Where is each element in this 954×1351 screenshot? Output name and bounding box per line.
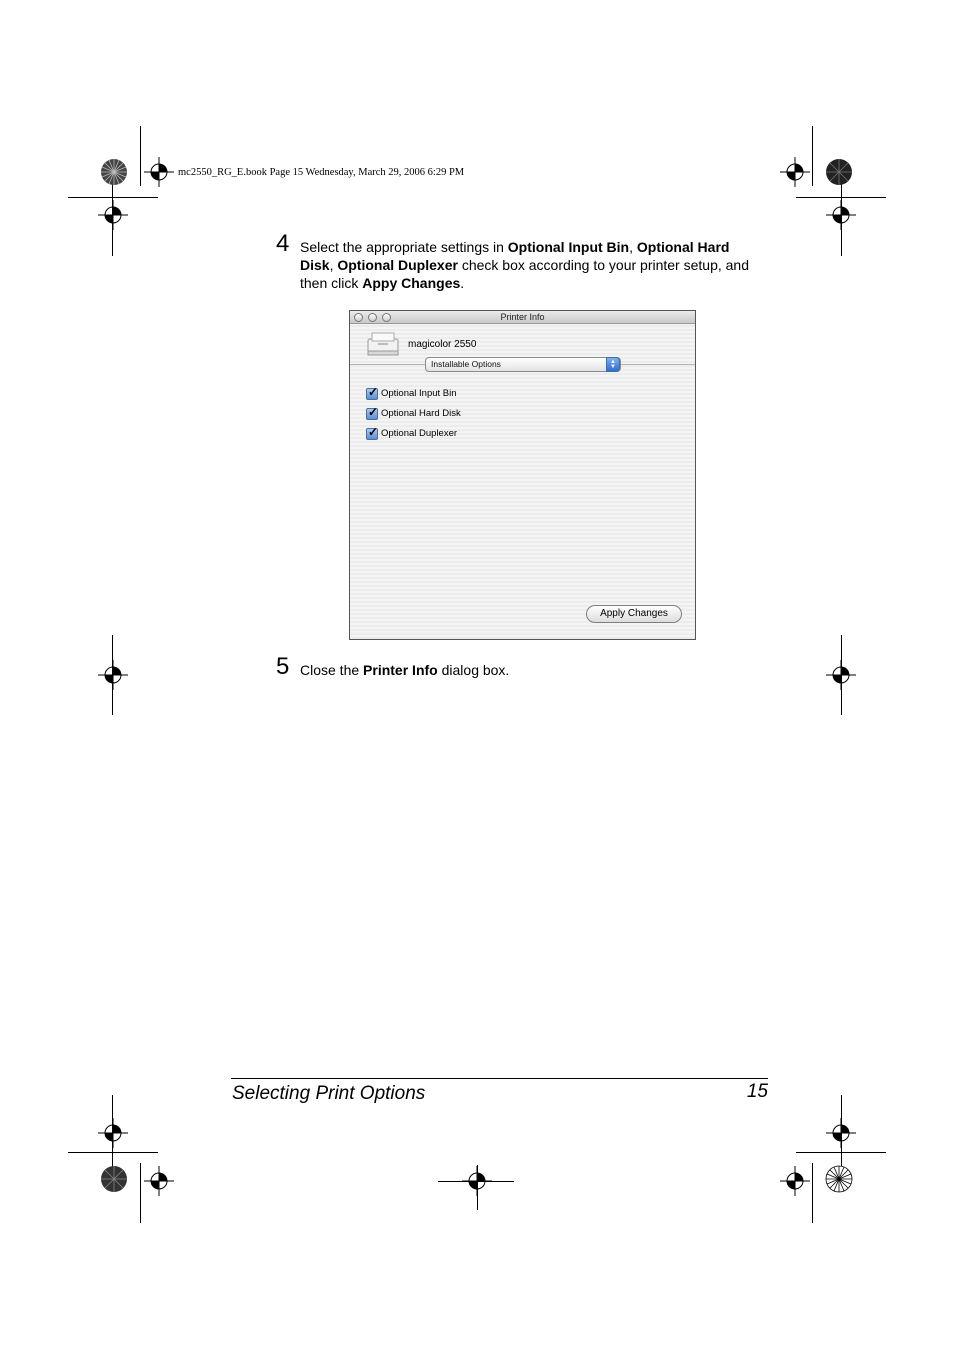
printer-model-name: magicolor 2550 (408, 339, 477, 350)
step-5-text: Close the Printer Info dialog box. (300, 662, 510, 678)
checkbox-label: Optional Input Bin (381, 388, 457, 399)
registration-line (841, 180, 842, 256)
popup-arrows-icon: ▲ ▼ (606, 357, 620, 372)
checkmark-icon: ✓ (368, 405, 379, 419)
checkmark-icon: ✓ (368, 385, 379, 399)
print-info-header: mc2550_RG_E.book Page 15 Wednesday, March 29, 2006 6:29 PM (178, 167, 465, 178)
checkbox[interactable] (366, 385, 379, 400)
registration-line (477, 1165, 478, 1210)
checkbox-label: Optional Duplexer (381, 428, 458, 439)
registration-mark-icon (826, 1118, 856, 1148)
registration-mark-icon (144, 1166, 174, 1196)
starburst-target-icon (100, 158, 128, 186)
starburst-target-icon (100, 1165, 128, 1193)
window-title: Printer Info (500, 312, 545, 322)
checkbox[interactable] (366, 425, 379, 440)
page-number: 15 (746, 1081, 768, 1102)
footer-section-title: Selecting Print Options (232, 1083, 426, 1104)
registration-line (841, 635, 842, 715)
registration-mark-icon (98, 660, 128, 690)
checkbox[interactable] (366, 405, 379, 420)
step-4-number: 4 (276, 230, 290, 257)
printer-icon (366, 331, 400, 357)
checkbox-label: Optional Hard Disk (381, 408, 461, 419)
step-4-text: Select the appropriate settings in Optional Input Bin, Optional Hard Disk, Optional Duplexer check box according to your printer setup, and then click Appy Changes. (300, 239, 749, 291)
checkmark-icon: ✓ (368, 425, 379, 439)
options-popup-menu[interactable] (425, 357, 621, 372)
registration-line (112, 180, 113, 256)
registration-mark-icon (98, 200, 128, 230)
registration-line (112, 635, 113, 715)
popup-selected-value: Installable Options (431, 359, 501, 369)
registration-mark-icon (98, 1118, 128, 1148)
registration-line (438, 1181, 514, 1182)
footer-rule (231, 1078, 768, 1079)
registration-mark-icon (780, 1166, 810, 1196)
apply-changes-button[interactable]: Apply Changes (586, 605, 682, 623)
step-5-number: 5 (276, 653, 290, 680)
registration-mark-icon (144, 157, 174, 187)
registration-mark-icon (780, 157, 810, 187)
printer-info-window (349, 310, 696, 640)
starburst-target-icon (825, 158, 853, 186)
starburst-target-icon (825, 1165, 853, 1193)
window-titlebar[interactable] (350, 311, 695, 324)
